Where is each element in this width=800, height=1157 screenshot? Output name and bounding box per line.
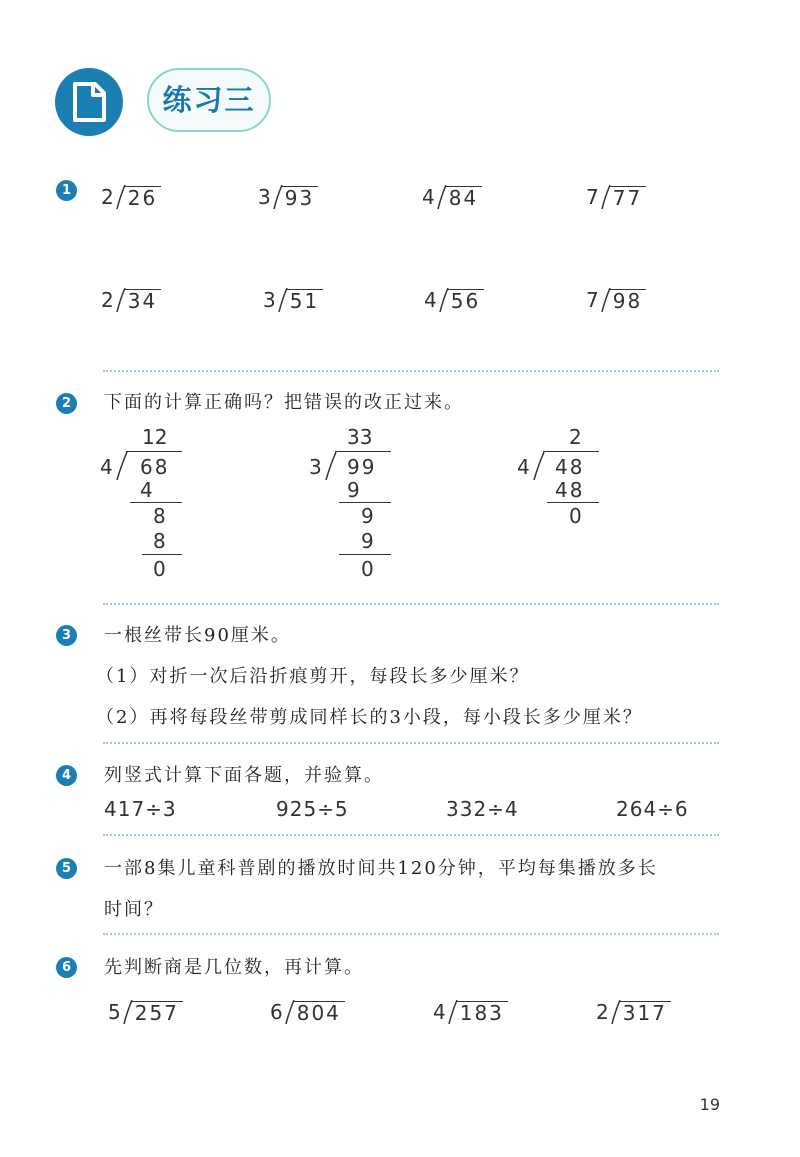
divisor: 2 xyxy=(596,1000,609,1024)
step-line xyxy=(142,554,182,555)
division-bracket xyxy=(611,999,621,1025)
division-bracket xyxy=(601,287,611,313)
step-line xyxy=(339,554,391,555)
dividend: 93 xyxy=(283,186,318,210)
question-text: 下面的计算正确吗？把错误的改正过来。 xyxy=(104,392,464,413)
bracket-line xyxy=(335,451,391,452)
long-division xyxy=(101,180,161,210)
expression: 264÷6 xyxy=(616,797,689,821)
section-divider xyxy=(103,834,719,836)
dividend: 99 xyxy=(347,455,377,479)
step: 8 xyxy=(153,504,166,528)
long-division xyxy=(270,995,345,1025)
long-division xyxy=(424,283,484,313)
bracket-line xyxy=(126,451,182,452)
divisor: 6 xyxy=(270,1000,283,1024)
division-bracket xyxy=(123,999,133,1025)
divisor: 3 xyxy=(263,288,276,312)
long-division xyxy=(596,995,671,1025)
dividend: 77 xyxy=(611,186,646,210)
question-number-5: 5 xyxy=(56,858,77,879)
worked-division-2 xyxy=(309,425,429,585)
question-text-line-1: 一部8集儿童科普剧的播放时间共120分钟，平均每集播放多长 xyxy=(104,858,658,879)
divisor: 3 xyxy=(309,455,322,479)
divisor: 4 xyxy=(424,288,437,312)
dividend: 34 xyxy=(126,289,161,313)
question-number-4: 4 xyxy=(56,765,77,786)
question-number-6: 6 xyxy=(56,957,77,978)
division-bracket xyxy=(116,184,126,210)
sub-question-2: （2）再将每段丝带剪成同样长的3小段，每小段长多少厘米？ xyxy=(96,707,643,728)
dividend: 84 xyxy=(447,186,482,210)
page-number: 19 xyxy=(699,1095,720,1114)
worked-division-1 xyxy=(100,425,220,585)
sub-question-1: （1）对折一次后沿折痕剪开，每段长多少厘米？ xyxy=(96,666,530,687)
question-text-line-2: 时间？ xyxy=(104,899,164,920)
step-line xyxy=(339,502,391,503)
question-text: 列竖式计算下面各题，并验算。 xyxy=(104,765,384,786)
section-divider xyxy=(103,370,719,372)
document-page-icon xyxy=(55,68,123,136)
division-bracket xyxy=(116,287,126,313)
long-division xyxy=(586,180,646,210)
dividend: 68 xyxy=(140,455,170,479)
expression: 332÷4 xyxy=(446,797,519,821)
expression: 925÷5 xyxy=(276,797,349,821)
divisor: 4 xyxy=(100,455,113,479)
question-text: 一根丝带长90厘米。 xyxy=(104,625,291,646)
dividend: 51 xyxy=(288,289,323,313)
divisor: 4 xyxy=(433,1000,446,1024)
long-division xyxy=(258,180,318,210)
dividend: 48 xyxy=(555,455,585,479)
bracket-line xyxy=(543,451,599,452)
section-divider xyxy=(103,742,719,744)
division-bracket xyxy=(601,184,611,210)
step-line xyxy=(547,502,599,503)
dividend: 26 xyxy=(126,186,161,210)
question-number-3: 3 xyxy=(56,625,77,646)
quotient: 12 xyxy=(142,425,168,449)
division-bracket xyxy=(437,184,447,210)
divisor: 5 xyxy=(108,1000,121,1024)
section-divider xyxy=(103,603,719,605)
step-line xyxy=(130,502,182,503)
long-division xyxy=(586,283,646,313)
dividend: 804 xyxy=(295,1001,345,1025)
question-text: 先判断商是几位数，再计算。 xyxy=(104,957,364,978)
step: 9 xyxy=(361,529,374,553)
long-division xyxy=(101,283,161,313)
divisor: 4 xyxy=(517,455,530,479)
dividend: 317 xyxy=(621,1001,671,1025)
division-bracket xyxy=(533,451,545,481)
step: 0 xyxy=(569,504,582,528)
divisor: 2 xyxy=(101,185,114,209)
step: 4 xyxy=(140,478,153,502)
question-number-2: 2 xyxy=(56,393,77,414)
divisor: 4 xyxy=(422,185,435,209)
long-division xyxy=(422,180,482,210)
dividend: 98 xyxy=(611,289,646,313)
dividend: 183 xyxy=(458,1001,508,1025)
long-division xyxy=(108,995,183,1025)
step: 48 xyxy=(555,478,585,502)
long-division xyxy=(263,283,323,313)
step: 0 xyxy=(153,557,166,581)
section-title: 练习三 xyxy=(147,68,271,132)
step: 9 xyxy=(347,478,360,502)
dividend: 56 xyxy=(449,289,484,313)
divisor: 3 xyxy=(258,185,271,209)
division-bracket xyxy=(116,451,128,481)
division-bracket xyxy=(325,451,337,481)
division-bracket xyxy=(448,999,458,1025)
quotient: 2 xyxy=(569,425,582,449)
division-bracket xyxy=(285,999,295,1025)
step: 9 xyxy=(361,504,374,528)
step: 0 xyxy=(361,557,374,581)
worked-division-3 xyxy=(517,425,637,535)
division-bracket xyxy=(439,287,449,313)
divisor: 2 xyxy=(101,288,114,312)
step: 8 xyxy=(153,529,166,553)
divisor: 7 xyxy=(586,185,599,209)
division-bracket xyxy=(273,184,283,210)
expression: 417÷3 xyxy=(104,797,177,821)
division-bracket xyxy=(278,287,288,313)
question-number-1: 1 xyxy=(56,180,77,201)
section-divider xyxy=(103,933,719,935)
quotient: 33 xyxy=(347,425,373,449)
dividend: 257 xyxy=(133,1001,183,1025)
long-division xyxy=(433,995,508,1025)
divisor: 7 xyxy=(586,288,599,312)
